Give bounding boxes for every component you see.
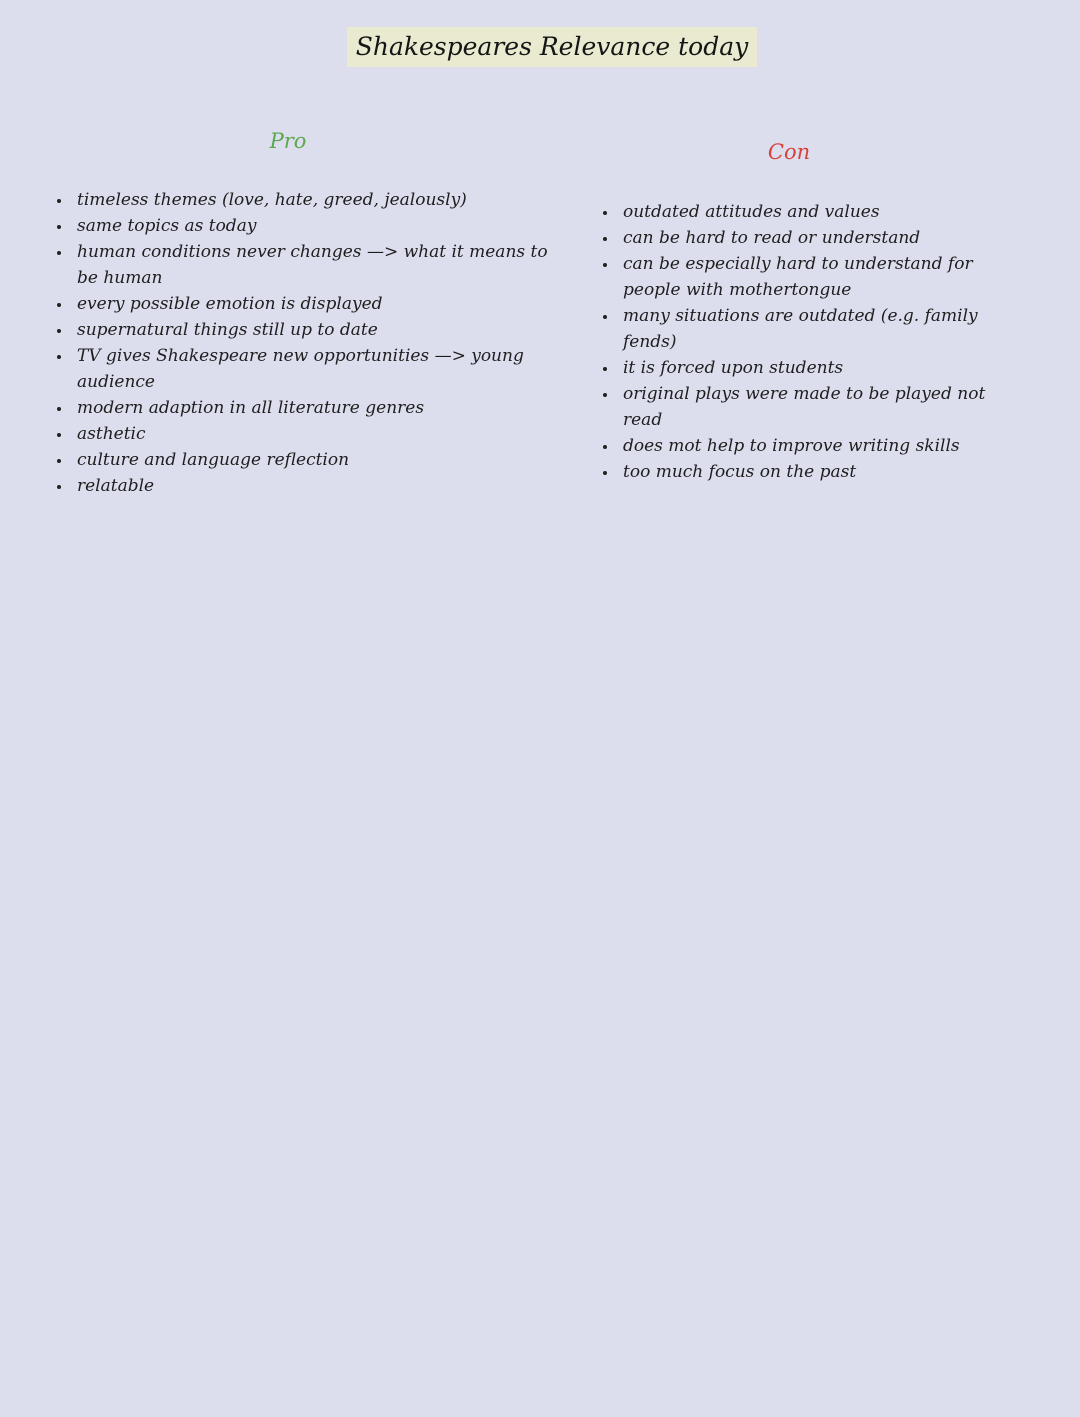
pro-item-text: every possible emotion is displayed <box>77 294 383 314</box>
con-heading: Con <box>767 140 811 164</box>
list-item <box>600 459 1020 485</box>
list-item <box>54 213 554 239</box>
bullet-icon <box>603 211 607 215</box>
bullet-icon <box>57 355 61 359</box>
list-item <box>54 447 554 473</box>
list-item <box>600 303 1020 355</box>
list-item <box>54 317 554 343</box>
list-item <box>600 355 1020 381</box>
pro-item-text: human conditions never changes —> what it means to be human <box>77 242 548 288</box>
bullet-icon <box>57 329 61 333</box>
con-item-text: many situations are outdated (e.g. family fends) <box>623 306 978 352</box>
bullet-icon <box>57 225 61 229</box>
pro-list <box>54 187 554 499</box>
list-item <box>600 381 1020 433</box>
con-item-text: can be hard to read or understand <box>623 228 921 248</box>
bullet-icon <box>603 237 607 241</box>
pro-item-text: timeless themes (love, hate, greed, jealously) <box>77 190 467 210</box>
pro-item-text: modern adaption in all literature genres <box>77 398 425 418</box>
bullet-icon <box>603 263 607 267</box>
pro-heading: Pro <box>269 129 307 153</box>
pro-item-text: asthetic <box>77 424 146 444</box>
pro-item-text: supernatural things still up to date <box>77 320 378 340</box>
page-title: Shakespeares Relevance today <box>347 27 757 67</box>
list-item <box>54 395 554 421</box>
list-item <box>600 433 1020 459</box>
pro-item-text: culture and language reflection <box>77 450 350 470</box>
list-item <box>54 291 554 317</box>
list-item <box>600 225 1020 251</box>
pro-item-text: same topics as today <box>77 216 257 236</box>
list-item <box>54 187 554 213</box>
bullet-icon <box>603 367 607 371</box>
pro-item-text: relatable <box>77 476 155 496</box>
bullet-icon <box>603 393 607 397</box>
bullet-icon <box>57 251 61 255</box>
con-item-text: original plays were made to be played not read <box>623 384 986 430</box>
list-item <box>600 199 1020 225</box>
bullet-icon <box>603 471 607 475</box>
list-item <box>54 239 554 291</box>
bullet-icon <box>57 459 61 463</box>
con-item-text: can be especially hard to understand for people with mothertongue <box>623 254 973 300</box>
bullet-icon <box>603 445 607 449</box>
list-item <box>54 473 554 499</box>
bullet-icon <box>57 407 61 411</box>
con-list <box>600 199 1020 485</box>
con-item-text: too much focus on the past <box>623 462 857 482</box>
list-item <box>54 421 554 447</box>
bullet-icon <box>603 315 607 319</box>
pro-item-text: TV gives Shakespeare new opportunities —> young audience <box>77 346 524 392</box>
list-item <box>600 251 1020 303</box>
bullet-icon <box>57 303 61 307</box>
con-item-text: does mot help to improve writing skills <box>623 436 960 456</box>
list-item <box>54 343 554 395</box>
con-item-text: outdated attitudes and values <box>623 202 880 222</box>
bullet-icon <box>57 485 61 489</box>
con-item-text: it is forced upon students <box>623 358 844 378</box>
bullet-icon <box>57 433 61 437</box>
bullet-icon <box>57 199 61 203</box>
